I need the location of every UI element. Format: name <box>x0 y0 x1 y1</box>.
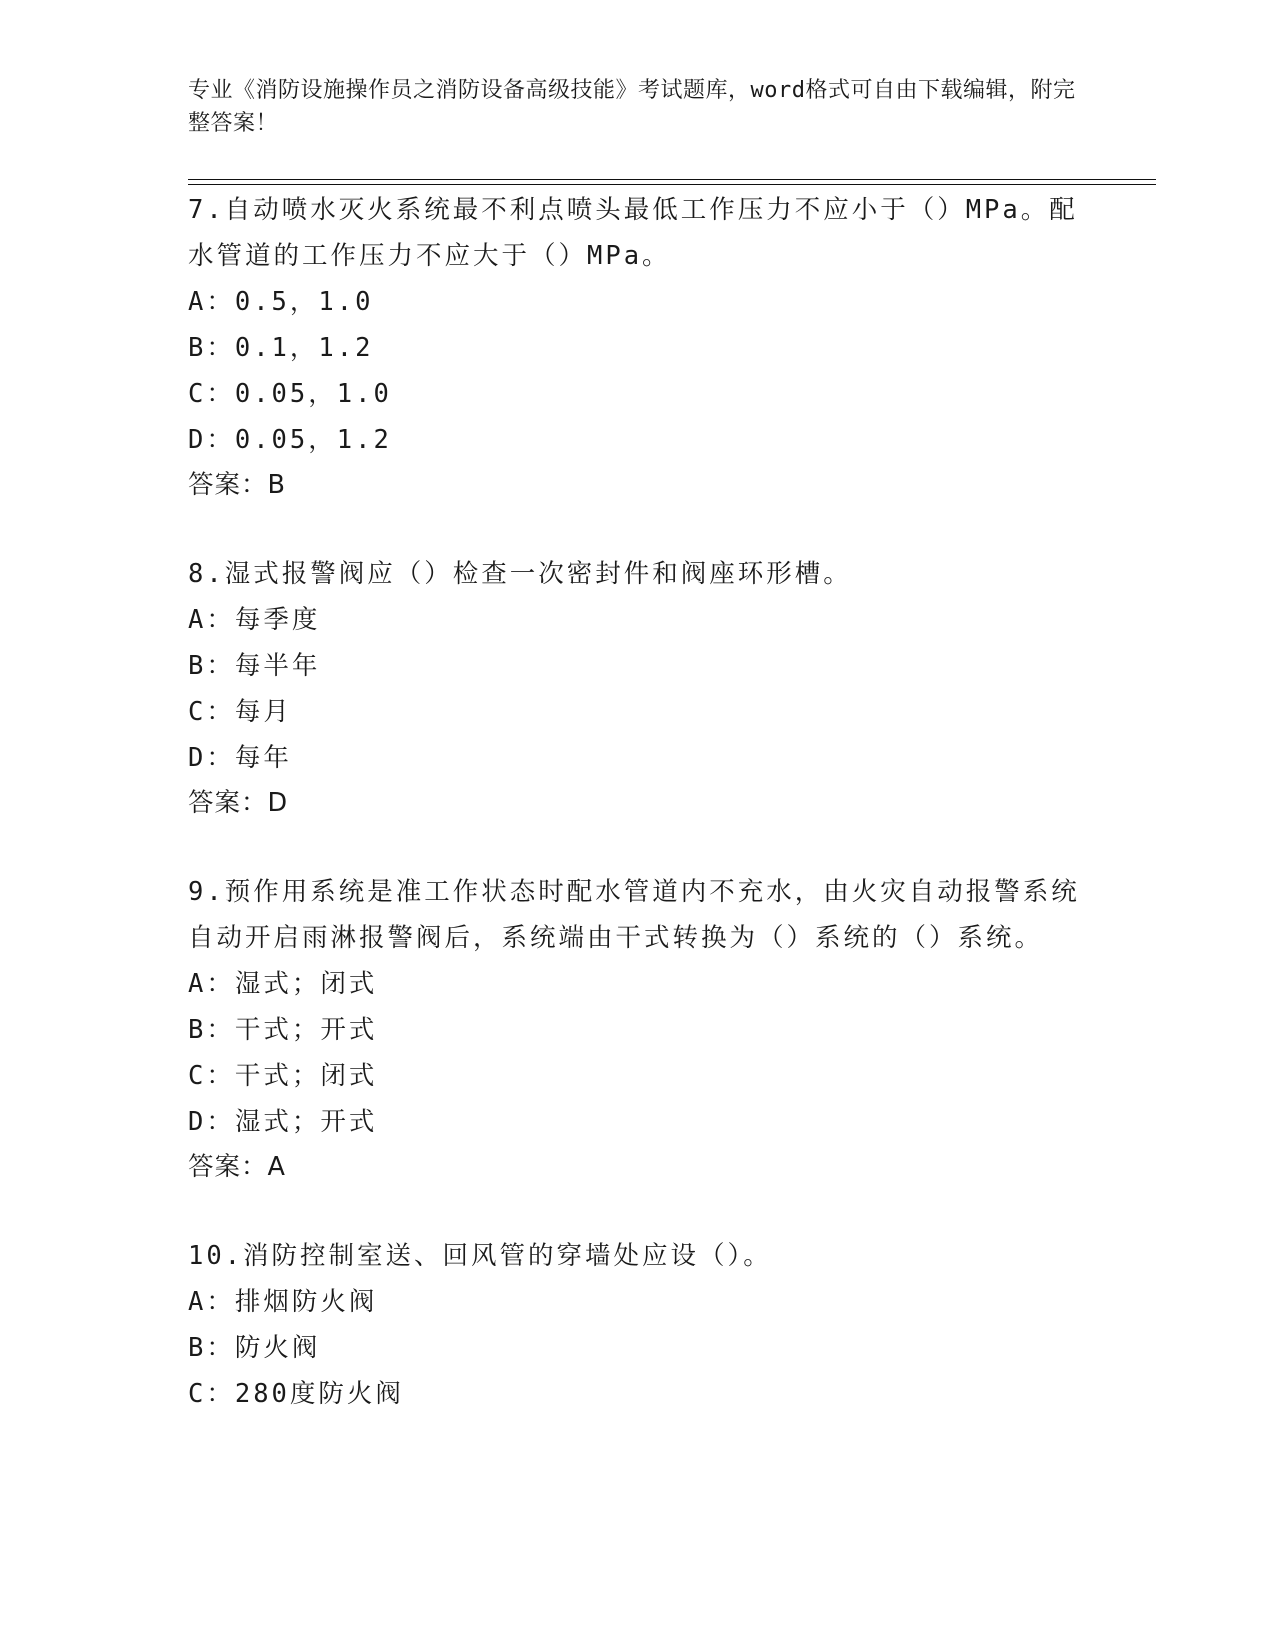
header-divider-bottom <box>188 184 1156 185</box>
question-text: 8.湿式报警阀应（）检查一次密封件和阀座环形槽。 <box>188 559 852 589</box>
question-7 <box>188 187 1088 507</box>
option-d: D：湿式；开式 <box>188 1107 378 1137</box>
option-c: C：280度防火阀 <box>188 1379 404 1409</box>
option-a: A：0.5，1.0 <box>188 287 374 317</box>
option-c: C：每月 <box>188 697 292 727</box>
answer-line: 答案：A <box>188 1152 286 1182</box>
question-list <box>188 187 1088 1417</box>
option-b: B：干式；开式 <box>188 1015 378 1045</box>
question-text: 9.预作用系统是准工作状态时配水管道内不充水，由火灾自动报警系统自动开启雨淋报警阀后，系统端由干式转换为（）系统的（）系统。 <box>188 877 1080 953</box>
option-b: B：每半年 <box>188 651 321 681</box>
answer-line: 答案：B <box>188 470 286 500</box>
question-9 <box>188 869 1088 1189</box>
question-spacer <box>188 1189 1088 1233</box>
option-d: D：0.05，1.2 <box>188 425 392 455</box>
header-divider-top <box>188 179 1156 180</box>
option-b: B：防火阀 <box>188 1333 321 1363</box>
question-spacer <box>188 507 1088 551</box>
question-spacer <box>188 825 1088 869</box>
option-c: C：0.05，1.0 <box>188 379 392 409</box>
option-c: C：干式；闭式 <box>188 1061 378 1091</box>
option-d: D：每年 <box>188 743 292 773</box>
option-a: A：湿式；闭式 <box>188 969 378 999</box>
question-text: 10.消防控制室送、回风管的穿墙处应设（）。 <box>188 1241 772 1271</box>
question-8 <box>188 551 1088 825</box>
question-text: 7.自动喷水灭火系统最不利点喷头最低工作压力不应小于（）MPa。配水管道的工作压力不应大于（）MPa。 <box>188 195 1078 271</box>
option-b: B：0.1，1.2 <box>188 333 374 363</box>
option-a: A：每季度 <box>188 605 321 635</box>
option-a: A：排烟防火阀 <box>188 1287 378 1317</box>
answer-line: 答案：D <box>188 788 289 818</box>
document-header: 专业《消防设施操作员之消防设备高级技能》考试题库，word格式可自由下载编辑，附完整答案！ <box>188 78 1076 136</box>
question-10 <box>188 1233 1088 1417</box>
